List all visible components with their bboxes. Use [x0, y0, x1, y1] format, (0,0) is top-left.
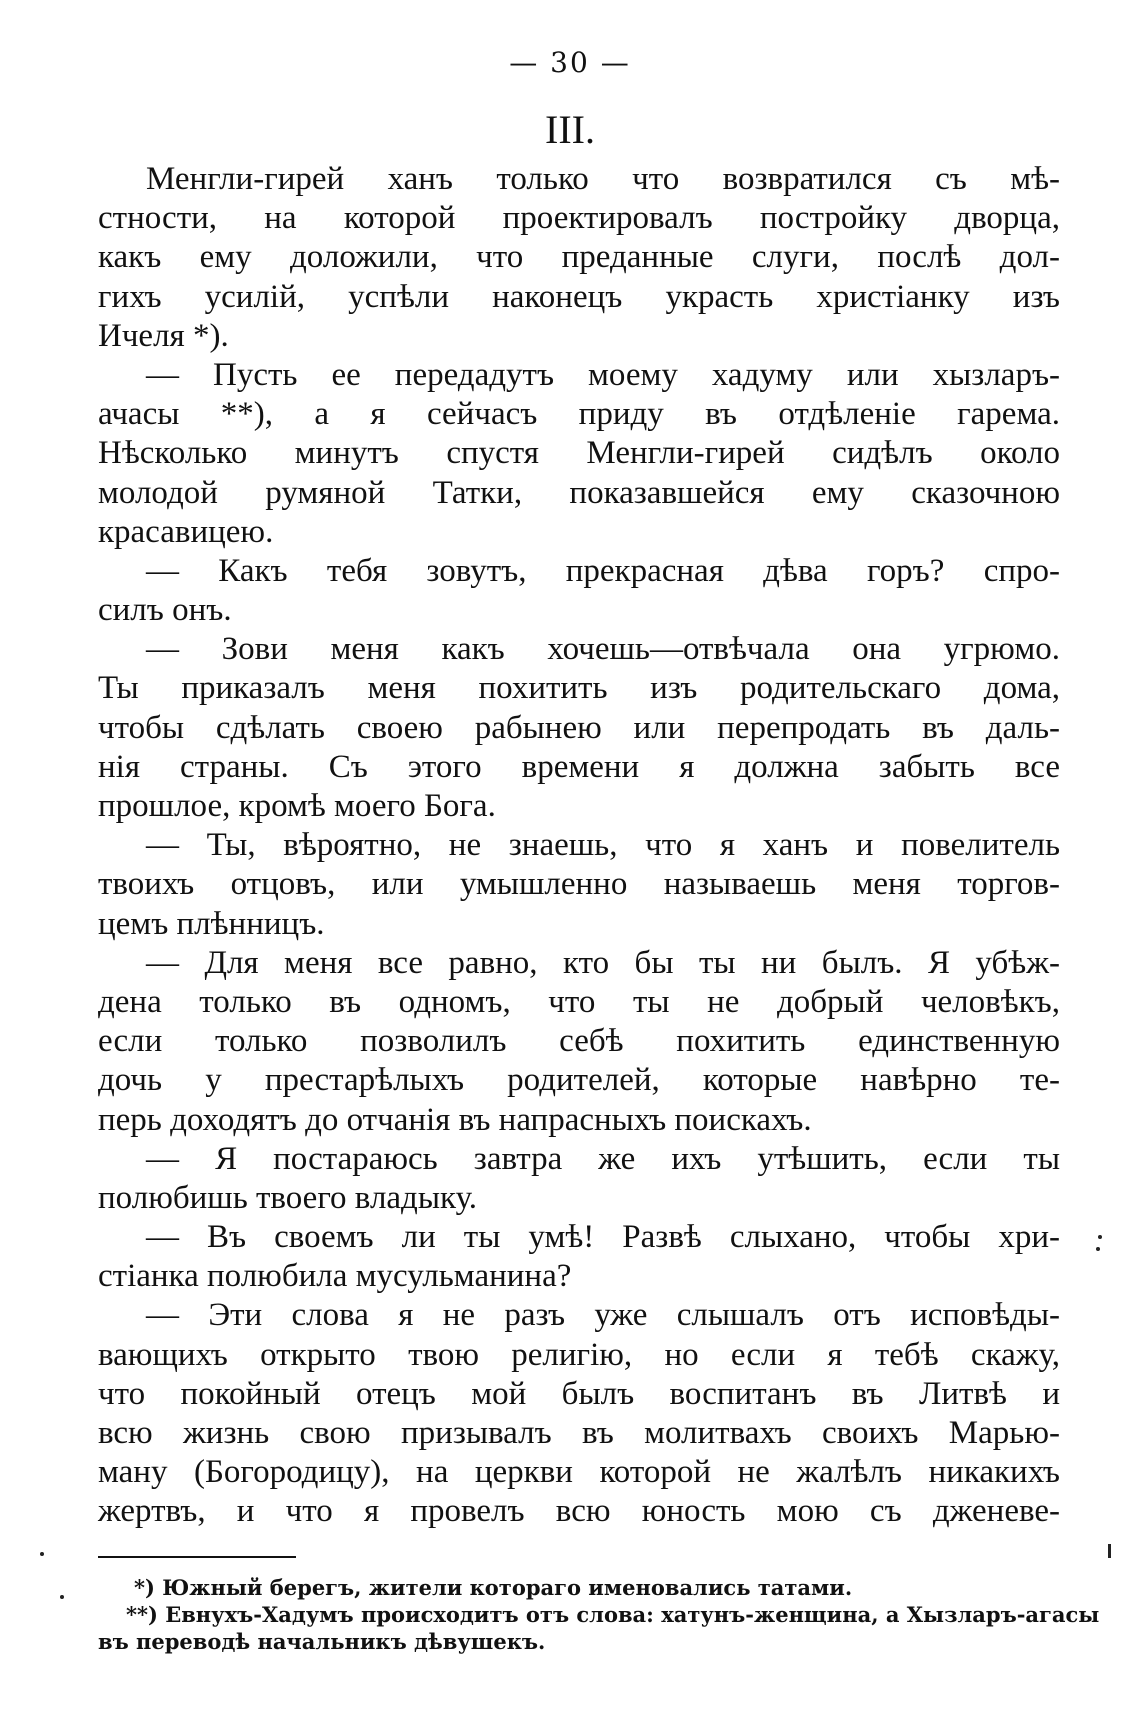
text-line: — Пусть ее передадутъ моему хадуму или хызларъ- — [146, 356, 1060, 393]
margin-speck — [1108, 1544, 1111, 1558]
text-line: — Ты, вѣроятно, не знаешь, что я ханъ и повелитель — [146, 827, 1060, 864]
margin-speck — [1096, 1247, 1100, 1251]
margin-speck — [60, 1595, 64, 1599]
text-line: ману (Богородицу), на церкви которой не жалѣлъ никакихъ — [98, 1454, 1060, 1491]
footnote-1: *) Южный берегъ, жители котораго именовались татами. — [134, 1575, 853, 1600]
text-line: всю жизнь свою призывалъ въ молитвахъ своихъ Марью- — [98, 1415, 1060, 1451]
text-line: дена только въ одномъ, что ты не добрый человѣкъ, — [98, 983, 1060, 1020]
text-line: нія страны. Съ этого времени я должна забыть все — [98, 748, 1060, 785]
text-line: Ты приказалъ меня похитить изъ родительскаго дома, — [98, 670, 1060, 707]
text-line: — Какъ тебя зовутъ, прекрасная дѣва горъ? спро- — [146, 552, 1060, 589]
text-line: молодой румяной Татки, показавшейся ему сказочною — [98, 474, 1060, 511]
text-line: полюбишь твоего владыку. — [98, 1179, 478, 1216]
text-line: стности, на которой проектировалъ постройку дворца, — [98, 200, 1060, 237]
text-line: стіанка полюбила мусульманина? — [98, 1258, 572, 1295]
text-line: жертвъ, и что я провелъ всю юность мою съ дженеве- — [98, 1493, 1060, 1530]
page-number: — 30 — — [509, 46, 631, 79]
chapter-heading: III. — [545, 107, 595, 152]
text-line: что покойный отецъ мой былъ воспитанъ въ Литвѣ и — [98, 1375, 1060, 1412]
text-line: — Въ своемъ ли ты умѣ! Развѣ слыхано, чтобы хри- — [146, 1219, 1060, 1256]
text-line: цемъ плѣнницъ. — [98, 905, 325, 942]
text-line: ачасы **), а я сейчасъ приду въ отдѣленіе гарема. — [98, 396, 1060, 433]
footnote-divider — [98, 1556, 296, 1558]
body-text — [98, 160, 1060, 1532]
text-line: — Я постараюсь завтра же ихъ утѣшить, если ты — [146, 1140, 1060, 1177]
text-line: перь доходятъ до отчанія въ напрасныхъ поискахъ. — [98, 1101, 812, 1138]
margin-speck — [1098, 1235, 1102, 1239]
text-line: силъ онъ. — [98, 592, 232, 629]
text-line: Нѣсколько минутъ спустя Менгли-гирей сидѣлъ около — [98, 435, 1060, 472]
text-line: — Для меня все равно, кто бы ты ни былъ. Я убѣж- — [146, 944, 1060, 981]
text-line: — Эти слова я не разъ уже слышалъ отъ исповѣды- — [146, 1297, 1060, 1334]
text-line: прошлое, кромѣ моего Бога. — [98, 788, 496, 824]
text-line: красавицею. — [98, 513, 274, 550]
footnote-2-continued: въ переводѣ начальникъ дѣвушекъ. — [98, 1629, 546, 1654]
text-line: Менгли-гирей ханъ только что возвратился съ мѣ- — [146, 161, 1060, 197]
text-line: какъ ему доложили, что преданные слуги, послѣ дол- — [98, 239, 1060, 276]
text-line: — Зови меня какъ хочешь—отвѣчала она угрюмо. — [146, 631, 1060, 668]
text-line: чтобы сдѣлать своею рабынею или перепродать въ даль- — [98, 709, 1060, 746]
text-line: твоихъ отцовъ, или умышленно называешь меня торгов- — [98, 866, 1060, 903]
footnotes — [98, 1574, 1100, 1655]
text-line: гихъ усилій, успѣли наконецъ украсть христіанку изъ — [98, 278, 1060, 315]
text-line: если только позволилъ себѣ похитить единственную — [98, 1023, 1060, 1060]
footnote-2: **) Евнухъ-Хадумъ происходитъ отъ слова: хатунъ-женщина, а Хызларъ-агасы — [126, 1602, 1100, 1627]
text-line: дочь у престарѣлыхъ родителей, которые навѣрно те- — [98, 1062, 1060, 1099]
text-line: вающихъ открыто твою религію, но если я тебѣ скажу, — [98, 1336, 1060, 1373]
text-line: Ичеля *). — [98, 317, 229, 354]
margin-speck — [40, 1552, 44, 1556]
